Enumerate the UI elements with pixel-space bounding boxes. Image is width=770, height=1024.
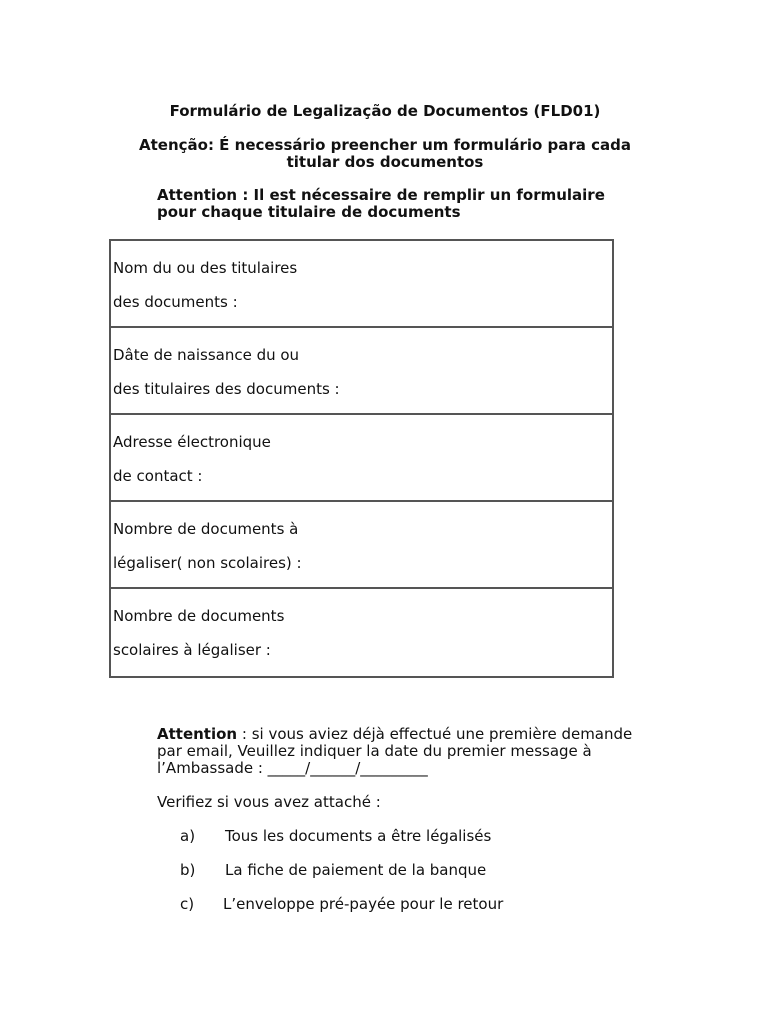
form-row-label-line-2: de contact : <box>113 467 203 485</box>
checklist-item-letter: c) <box>180 895 195 913</box>
form-row-label-line-1: Nombre de documents à <box>113 520 299 538</box>
attention-pt-line-2: titular dos documentos <box>286 153 484 171</box>
checklist-item-text: L’enveloppe pré-payée pour le retour <box>223 895 504 913</box>
form-row-label-line-1: Nombre de documents <box>113 607 285 625</box>
checklist-item-letter: b) <box>180 861 196 879</box>
checklist-item-letter: a) <box>180 827 196 845</box>
form-row-label-line-2: légaliser( non scolaires) : <box>113 554 302 572</box>
note-line-1 <box>157 726 677 743</box>
attention-french <box>157 187 637 221</box>
checklist-item-text: Tous les documents a être légalisés <box>225 827 492 845</box>
form-row-label-line-1: Adresse électronique <box>113 433 271 451</box>
note-line-3: l’Ambassade : _____/______/_________ <box>157 759 428 777</box>
note-label: Attention <box>157 725 238 743</box>
previous-request-note <box>157 726 677 777</box>
note-line-2: par email, Veuillez indiquer la date du premier message à <box>157 742 592 760</box>
attention-portuguese <box>110 137 660 171</box>
document-title: Formulário de Legalização de Documentos (FLD01) <box>169 102 601 120</box>
verify-heading: Verifiez si vous avez attaché : <box>157 793 381 811</box>
checklist-item-text: La fiche de paiement de la banque <box>225 861 487 879</box>
form-row-holder-name[interactable] <box>111 241 612 328</box>
form-row-label-line-2: des titulaires des documents : <box>113 380 340 398</box>
form-row-label-line-2: scolaires à légaliser : <box>113 641 271 659</box>
note-text: : si vous aviez déjà effectué une première demande <box>237 725 633 743</box>
form-row-label-line-2: des documents : <box>113 293 238 311</box>
form-row-birth-date[interactable] <box>111 328 612 415</box>
form-table <box>109 239 614 678</box>
form-row-label-line-1: Dâte de naissance du ou <box>113 346 300 364</box>
form-row-school-docs-count[interactable] <box>111 589 612 676</box>
form-row-label-line-1: Nom du ou des titulaires <box>113 259 298 277</box>
attention-fr-line-1: Attention : Il est nécessaire de remplir un formulaire <box>157 186 605 204</box>
form-row-non-school-docs-count[interactable] <box>111 502 612 589</box>
attention-pt-line-1: Atenção: É necessário preencher um formulário para cada <box>139 136 631 154</box>
attention-fr-line-2: pour chaque titulaire de documents <box>157 203 461 221</box>
form-row-email[interactable] <box>111 415 612 502</box>
